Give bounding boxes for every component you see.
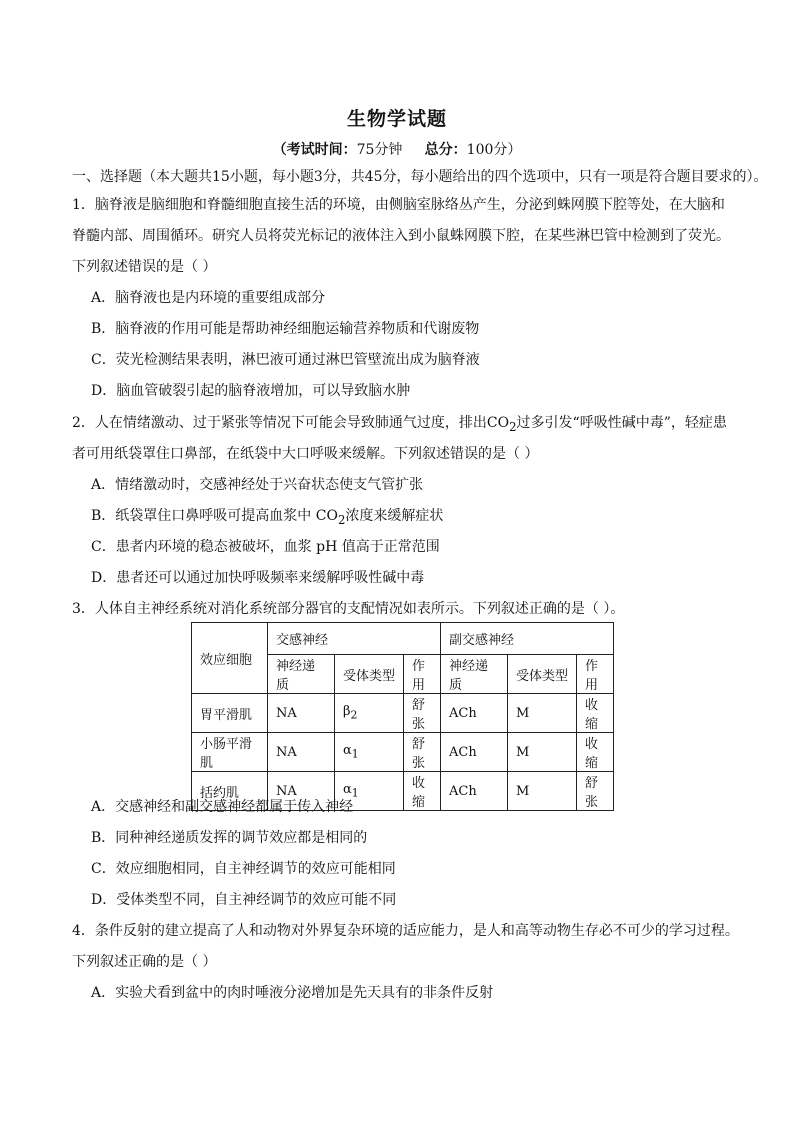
- subheader-cell: 作用: [577, 655, 614, 694]
- page-title: 生物学试题: [346, 108, 447, 130]
- cell-effector: 括约肌: [192, 772, 268, 811]
- q1-option-d: D．脑血管破裂引起的脑脊液增加，可以导致脑水肿: [91, 383, 411, 399]
- receptor-symbol: α: [343, 782, 352, 798]
- q1-stem-line: 脊髓内部、周围循环。研究人员将荧光标记的液体注入到小鼠蛛网膜下腔，在某些淋巴管中检测到了荧光。: [72, 228, 730, 244]
- header-parasympathetic: 副交感神经: [441, 623, 614, 655]
- subheader-cell: 受体类型: [508, 655, 577, 694]
- cell-effect: 收缩: [404, 772, 441, 811]
- q3-option-d: D．受体类型不同，自主神经调节的效应可能不同: [91, 892, 397, 908]
- q2-stem-text: 过多引发“呼吸性碱中毒”，轻症患: [516, 415, 727, 431]
- q2-option-b-text: B．纸袋罩住口鼻呼吸可提高血浆中 CO: [91, 508, 338, 524]
- q2-stem-line: 者可用纸袋罩住口鼻部，在纸袋中大口呼吸来缓解。下列叙述错误的是（ ）: [72, 446, 539, 462]
- q1-stem-line: 1．脑脊液是脑细胞和脊髓细胞直接生活的环境，由侧脑室脉络丛产生，分泌到蛛网膜下腔等处，在大脑和: [72, 197, 725, 213]
- score-value: 100分）: [466, 142, 522, 158]
- receptor-symbol: α: [343, 743, 352, 759]
- table-row: [192, 694, 614, 733]
- exam-info: [0, 139, 794, 159]
- q2-option-d: D．患者还可以通过加快呼吸频率来缓解呼吸性碱中毒: [91, 570, 425, 586]
- time-value: 75分钟: [356, 142, 403, 158]
- cell-effect: 收缩: [577, 694, 614, 733]
- q4-stem-line: 下列叙述正确的是（ ）: [72, 954, 217, 970]
- cell-effect: 舒张: [404, 694, 441, 733]
- cell-transmitter: ACh: [441, 694, 508, 733]
- q2-subscript: 2: [337, 512, 346, 527]
- cell-transmitter: ACh: [441, 733, 508, 772]
- nerve-table: [191, 622, 614, 811]
- cell-receptor: [335, 733, 404, 772]
- q1-option-a: A．脑脊液也是内环境的重要组成部分: [91, 290, 326, 306]
- q4-stem-line: 4．条件反射的建立提高了人和动物对外界复杂环境的适应能力，是人和高等动物生存必不可少的学习过程。: [72, 923, 739, 939]
- q2-option-b-text: 浓度来缓解症状: [345, 508, 444, 524]
- q3-option-a: A．交感神经和副交感神经都属于传入神经: [91, 799, 354, 815]
- q1-option-b: B．脑脊液的作用可能是帮助神经细胞运输营养物质和代谢废物: [91, 321, 480, 337]
- q2-option-a: A．情绪激动时，交感神经处于兴奋状态使支气管扩张: [91, 477, 424, 493]
- subheader-cell: 受体类型: [335, 655, 404, 694]
- q1-stem-line: 下列叙述错误的是（ ）: [72, 259, 217, 275]
- q4-option-a: A．实验犬看到盆中的肉时唾液分泌增加是先天具有的非条件反射: [91, 985, 494, 1001]
- receptor-subscript: 1: [351, 786, 359, 800]
- q2-subscript: 2: [509, 419, 517, 434]
- receptor-subscript: 2: [350, 708, 358, 722]
- q3-option-c: C．效应细胞相同，自主神经调节的效应可能相同: [91, 861, 396, 877]
- cell-receptor: M: [508, 772, 577, 811]
- cell-receptor: M: [508, 694, 577, 733]
- q2-option-b: [91, 505, 443, 527]
- q1-option-c: C．荧光检测结果表明，淋巴液可通过淋巴管壁流出成为脑脊液: [91, 352, 480, 368]
- table-row: [192, 733, 614, 772]
- q3-stem: 3．人体自主神经系统对消化系统部分器官的支配情况如表所示。下列叙述正确的是（ ）。: [72, 601, 625, 617]
- subheader-cell: 神经递质: [441, 655, 508, 694]
- subheader-cell: 作用: [404, 655, 441, 694]
- subheader-cell: 神经递质: [268, 655, 335, 694]
- q3-option-b: B．同种神经递质发挥的调节效应都是相同的: [91, 830, 368, 846]
- cell-receptor: [335, 694, 404, 733]
- table-header-row: [192, 623, 614, 655]
- score-label: 总分：: [424, 142, 467, 158]
- receptor-subscript: 1: [351, 747, 359, 761]
- q2-option-c: C．患者内环境的稳态被破坏，血浆 pH 值高于正常范围: [91, 539, 440, 555]
- cell-transmitter: NA: [268, 733, 335, 772]
- cell-transmitter: NA: [268, 694, 335, 733]
- q2-stem-line: [72, 412, 727, 434]
- cell-effector: 小肠平滑肌: [192, 733, 268, 772]
- q2-stem-text: 2．人在情绪激动、过于紧张等情况下可能会导致肺通气过度，排出CO: [72, 415, 510, 431]
- receptor-symbol: β: [343, 704, 351, 720]
- cell-receptor: M: [508, 733, 577, 772]
- header-effector: 效应细胞: [192, 623, 268, 694]
- cell-effector: 胃平滑肌: [192, 694, 268, 733]
- cell-effect: 舒张: [577, 772, 614, 811]
- time-label: （考试时间：: [272, 142, 357, 158]
- cell-effect: 收缩: [577, 733, 614, 772]
- cell-transmitter: NA: [268, 772, 335, 811]
- header-sympathetic: 交感神经: [268, 623, 441, 655]
- section-heading: 一、选择题（本大题共15小题，每小题3分，共45分，每小题给出的四个选项中，只有一项是符合题目要求的）。: [72, 169, 768, 185]
- cell-effect: 舒张: [404, 733, 441, 772]
- cell-transmitter: ACh: [441, 772, 508, 811]
